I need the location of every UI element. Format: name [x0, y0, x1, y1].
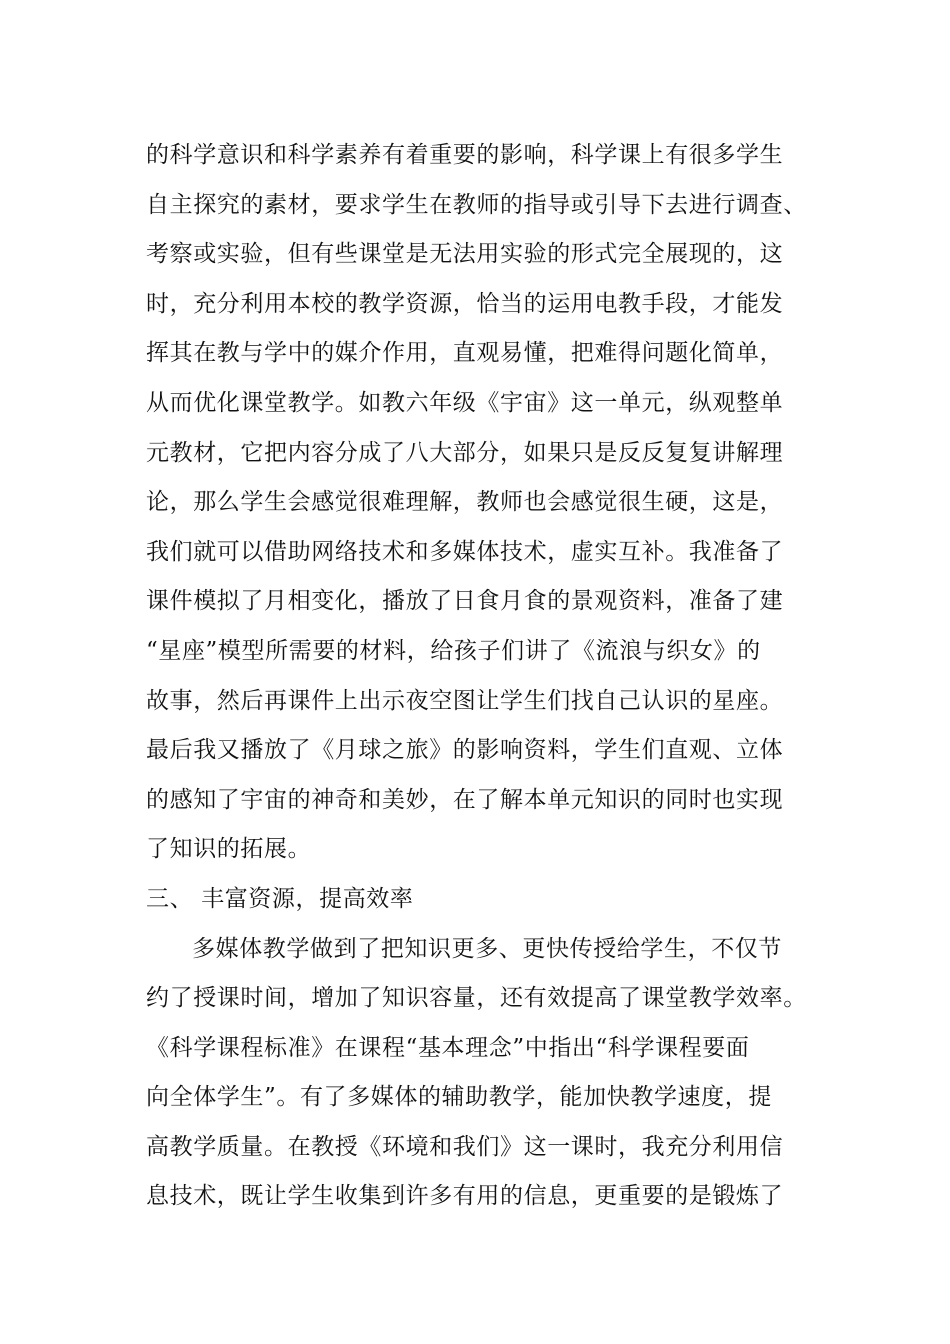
- text-line: 课件模拟了月相变化，播放了日食月食的景观资料，准备了建: [146, 588, 784, 615]
- section-heading: 三、 丰富资源，提高效率: [146, 885, 414, 912]
- text-line: 的科学意识和科学素养有着重要的影响，科学课上有很多学生: [146, 142, 784, 168]
- text-line: 《科学课程标准》在课程“基本理念”中指出“科学课程要面: [146, 1034, 750, 1061]
- text-line: 挥其在教与学中的媒介作用，直观易懂，把难得问题化简单，: [146, 340, 784, 367]
- text-line: 元教材，它把内容分成了八大部分，如果只是反反复复讲解理: [146, 439, 784, 466]
- body-text: [146, 131, 816, 1222]
- text-line: 向全体学生”。有了多媒体的辅助教学，能加快教学速度，提: [146, 1084, 772, 1111]
- text-line: 息技术，既让学生收集到许多有用的信息，更重要的是锻炼了: [146, 1183, 784, 1210]
- text-line: 论，那么学生会感觉很难理解，教师也会感觉很生硬，这是，: [146, 489, 784, 516]
- text-line: “星座”模型所需要的材料，给孩子们讲了《流浪与织女》的: [146, 637, 761, 664]
- text-line: 时，充分利用本校的教学资源，恰当的运用电教手段，才能发: [146, 290, 784, 317]
- text-line: 高教学质量。在教授《环境和我们》这一课时，我充分利用信: [146, 1133, 784, 1160]
- text-line: 的感知了宇宙的神奇和美妙，在了解本单元知识的同时也实现: [146, 786, 784, 813]
- text-line: 从而优化课堂教学。如教六年级《宇宙》这一单元，纵观整单: [146, 389, 784, 416]
- text-line: 约了授课时间，增加了知识容量，还有效提高了课堂教学效率。: [146, 985, 807, 1012]
- text-line: 考察或实验，但有些课堂是无法用实验的形式完全展现的，这: [146, 241, 784, 268]
- text-line: 了知识的拓展。: [146, 836, 312, 863]
- text-line: 最后我又播放了《月球之旅》的影响资料，学生们直观、立体: [146, 737, 784, 764]
- text-line: 自主探究的素材，要求学生在教师的指导或引导下去进行调查、: [146, 191, 807, 218]
- text-line: 多媒体教学做到了把知识更多、更快传授给学生，不仅节: [192, 935, 782, 962]
- text-line: 我们就可以借助网络技术和多媒体技术，虚实互补。我准备了: [146, 538, 784, 565]
- text-line: 故事，然后再课件上出示夜空图让学生们找自己认识的星座。: [146, 687, 784, 714]
